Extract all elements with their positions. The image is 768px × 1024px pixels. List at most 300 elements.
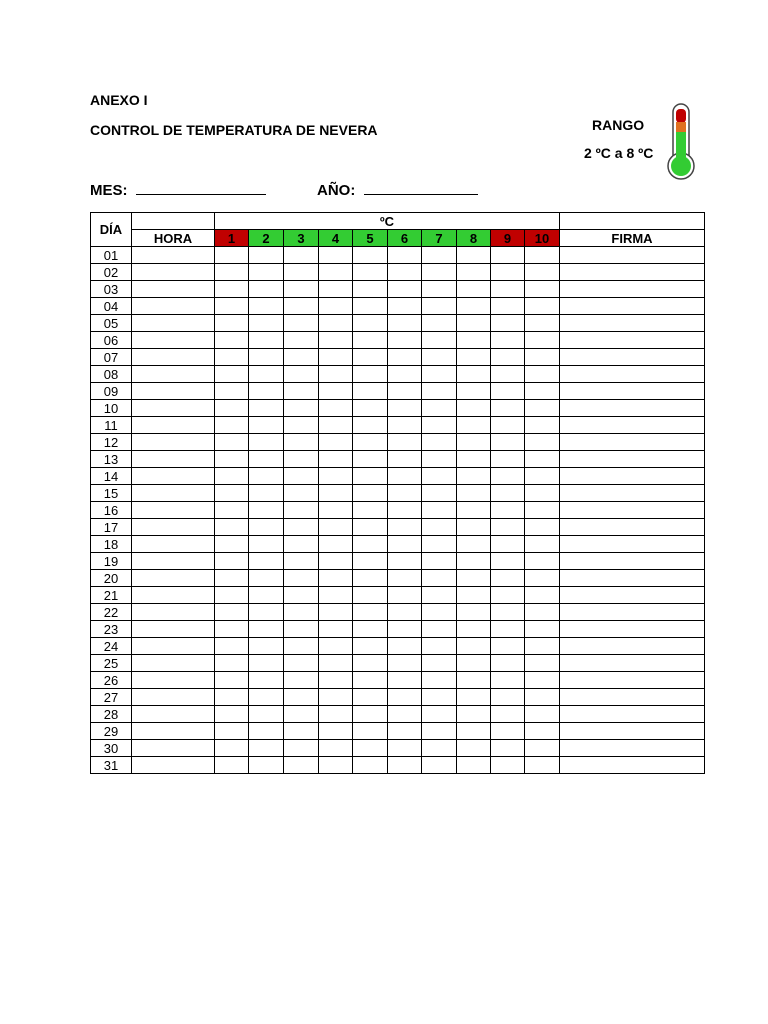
signature-cell[interactable] [560,706,705,723]
temperature-cell[interactable] [422,434,457,451]
temperature-cell[interactable] [319,366,353,383]
temperature-cell[interactable] [491,383,525,400]
temperature-cell[interactable] [215,417,249,434]
temperature-cell[interactable] [491,315,525,332]
month-input-line[interactable] [136,182,266,195]
temperature-cell[interactable] [422,672,457,689]
temperature-cell[interactable] [525,264,560,281]
temperature-cell[interactable] [388,706,422,723]
temperature-cell[interactable] [215,706,249,723]
temperature-cell[interactable] [422,332,457,349]
signature-cell[interactable] [560,434,705,451]
temperature-cell[interactable] [353,247,388,264]
temperature-cell[interactable] [491,468,525,485]
temperature-cell[interactable] [422,553,457,570]
temperature-cell[interactable] [491,587,525,604]
temperature-cell[interactable] [284,706,319,723]
signature-cell[interactable] [560,689,705,706]
hour-cell[interactable] [132,621,215,638]
temperature-cell[interactable] [525,570,560,587]
temperature-cell[interactable] [249,638,284,655]
temperature-cell[interactable] [422,604,457,621]
temperature-cell[interactable] [457,417,491,434]
signature-cell[interactable] [560,332,705,349]
temperature-cell[interactable] [284,468,319,485]
temperature-cell[interactable] [422,689,457,706]
temperature-cell[interactable] [353,604,388,621]
temperature-cell[interactable] [457,706,491,723]
temperature-cell[interactable] [353,349,388,366]
temperature-cell[interactable] [422,536,457,553]
temperature-cell[interactable] [353,519,388,536]
temperature-cell[interactable] [284,553,319,570]
temperature-cell[interactable] [353,570,388,587]
temperature-cell[interactable] [388,672,422,689]
temperature-cell[interactable] [249,264,284,281]
temperature-cell[interactable] [457,247,491,264]
temperature-cell[interactable] [319,519,353,536]
temperature-cell[interactable] [319,740,353,757]
hour-cell[interactable] [132,383,215,400]
temperature-cell[interactable] [457,740,491,757]
hour-cell[interactable] [132,638,215,655]
temperature-cell[interactable] [422,468,457,485]
temperature-cell[interactable] [319,655,353,672]
signature-cell[interactable] [560,468,705,485]
temperature-cell[interactable] [249,502,284,519]
temperature-cell[interactable] [422,298,457,315]
signature-cell[interactable] [560,519,705,536]
hour-cell[interactable] [132,451,215,468]
temperature-cell[interactable] [319,672,353,689]
temperature-cell[interactable] [249,332,284,349]
temperature-cell[interactable] [525,655,560,672]
temperature-cell[interactable] [525,638,560,655]
temperature-cell[interactable] [319,315,353,332]
temperature-cell[interactable] [491,536,525,553]
temperature-cell[interactable] [353,366,388,383]
temperature-cell[interactable] [284,757,319,774]
temperature-cell[interactable] [457,672,491,689]
temperature-cell[interactable] [284,366,319,383]
hour-cell[interactable] [132,298,215,315]
temperature-cell[interactable] [284,400,319,417]
temperature-cell[interactable] [422,655,457,672]
hour-cell[interactable] [132,757,215,774]
temperature-cell[interactable] [457,434,491,451]
temperature-cell[interactable] [491,417,525,434]
temperature-cell[interactable] [353,638,388,655]
temperature-cell[interactable] [319,706,353,723]
temperature-cell[interactable] [388,332,422,349]
temperature-cell[interactable] [284,349,319,366]
temperature-cell[interactable] [525,298,560,315]
signature-cell[interactable] [560,536,705,553]
hour-cell[interactable] [132,264,215,281]
hour-cell[interactable] [132,519,215,536]
temperature-cell[interactable] [215,383,249,400]
signature-cell[interactable] [560,247,705,264]
temperature-cell[interactable] [284,740,319,757]
temperature-cell[interactable] [319,451,353,468]
temperature-cell[interactable] [525,332,560,349]
temperature-cell[interactable] [422,315,457,332]
temperature-cell[interactable] [249,417,284,434]
temperature-cell[interactable] [388,723,422,740]
temperature-cell[interactable] [457,604,491,621]
signature-cell[interactable] [560,604,705,621]
temperature-cell[interactable] [215,349,249,366]
temperature-cell[interactable] [388,621,422,638]
temperature-cell[interactable] [388,519,422,536]
hour-cell[interactable] [132,723,215,740]
hour-cell[interactable] [132,400,215,417]
temperature-cell[interactable] [457,638,491,655]
hour-cell[interactable] [132,655,215,672]
hour-cell[interactable] [132,434,215,451]
signature-cell[interactable] [560,757,705,774]
hour-cell[interactable] [132,485,215,502]
temperature-cell[interactable] [284,689,319,706]
temperature-cell[interactable] [284,281,319,298]
temperature-cell[interactable] [525,536,560,553]
temperature-cell[interactable] [353,468,388,485]
temperature-cell[interactable] [249,553,284,570]
signature-cell[interactable] [560,587,705,604]
temperature-cell[interactable] [319,298,353,315]
temperature-cell[interactable] [388,485,422,502]
temperature-cell[interactable] [457,536,491,553]
temperature-cell[interactable] [215,638,249,655]
temperature-cell[interactable] [353,434,388,451]
temperature-cell[interactable] [422,485,457,502]
temperature-cell[interactable] [353,655,388,672]
temperature-cell[interactable] [422,740,457,757]
temperature-cell[interactable] [491,723,525,740]
temperature-cell[interactable] [319,247,353,264]
temperature-cell[interactable] [353,689,388,706]
temperature-cell[interactable] [319,604,353,621]
temperature-cell[interactable] [525,400,560,417]
signature-cell[interactable] [560,740,705,757]
temperature-cell[interactable] [457,468,491,485]
temperature-cell[interactable] [249,621,284,638]
signature-cell[interactable] [560,366,705,383]
signature-cell[interactable] [560,417,705,434]
temperature-cell[interactable] [284,723,319,740]
temperature-cell[interactable] [249,587,284,604]
hour-cell[interactable] [132,502,215,519]
temperature-cell[interactable] [491,553,525,570]
hour-cell[interactable] [132,570,215,587]
temperature-cell[interactable] [249,281,284,298]
temperature-cell[interactable] [284,264,319,281]
signature-cell[interactable] [560,553,705,570]
temperature-cell[interactable] [353,264,388,281]
temperature-cell[interactable] [491,264,525,281]
temperature-cell[interactable] [284,417,319,434]
temperature-cell[interactable] [491,740,525,757]
temperature-cell[interactable] [422,723,457,740]
temperature-cell[interactable] [457,655,491,672]
temperature-cell[interactable] [525,383,560,400]
temperature-cell[interactable] [215,400,249,417]
temperature-cell[interactable] [422,281,457,298]
temperature-cell[interactable] [525,468,560,485]
temperature-cell[interactable] [388,655,422,672]
temperature-cell[interactable] [525,757,560,774]
temperature-cell[interactable] [215,519,249,536]
temperature-cell[interactable] [388,298,422,315]
temperature-cell[interactable] [215,757,249,774]
temperature-cell[interactable] [215,315,249,332]
temperature-cell[interactable] [215,604,249,621]
temperature-cell[interactable] [388,757,422,774]
temperature-cell[interactable] [525,672,560,689]
temperature-cell[interactable] [388,417,422,434]
temperature-cell[interactable] [388,638,422,655]
temperature-cell[interactable] [249,298,284,315]
temperature-cell[interactable] [319,638,353,655]
temperature-cell[interactable] [491,672,525,689]
temperature-cell[interactable] [215,468,249,485]
temperature-cell[interactable] [353,740,388,757]
hour-cell[interactable] [132,706,215,723]
temperature-cell[interactable] [353,723,388,740]
temperature-cell[interactable] [319,485,353,502]
signature-cell[interactable] [560,621,705,638]
temperature-cell[interactable] [249,247,284,264]
temperature-cell[interactable] [388,315,422,332]
temperature-cell[interactable] [491,400,525,417]
signature-cell[interactable] [560,502,705,519]
temperature-cell[interactable] [353,706,388,723]
temperature-cell[interactable] [215,451,249,468]
temperature-cell[interactable] [284,672,319,689]
temperature-cell[interactable] [422,417,457,434]
temperature-cell[interactable] [353,621,388,638]
temperature-cell[interactable] [284,332,319,349]
temperature-cell[interactable] [491,757,525,774]
temperature-cell[interactable] [388,536,422,553]
temperature-cell[interactable] [249,723,284,740]
temperature-cell[interactable] [525,723,560,740]
temperature-cell[interactable] [319,400,353,417]
temperature-cell[interactable] [249,519,284,536]
temperature-cell[interactable] [353,672,388,689]
temperature-cell[interactable] [319,417,353,434]
temperature-cell[interactable] [457,553,491,570]
temperature-cell[interactable] [353,281,388,298]
year-input-line[interactable] [364,182,478,195]
temperature-cell[interactable] [284,434,319,451]
temperature-cell[interactable] [284,502,319,519]
temperature-cell[interactable] [525,349,560,366]
temperature-cell[interactable] [284,247,319,264]
temperature-cell[interactable] [215,570,249,587]
temperature-cell[interactable] [422,247,457,264]
temperature-cell[interactable] [491,570,525,587]
hour-cell[interactable] [132,672,215,689]
temperature-cell[interactable] [249,672,284,689]
temperature-cell[interactable] [457,757,491,774]
temperature-cell[interactable] [525,434,560,451]
temperature-cell[interactable] [388,689,422,706]
temperature-cell[interactable] [319,434,353,451]
hour-cell[interactable] [132,332,215,349]
temperature-cell[interactable] [457,264,491,281]
temperature-cell[interactable] [319,349,353,366]
temperature-cell[interactable] [422,451,457,468]
temperature-cell[interactable] [491,706,525,723]
temperature-cell[interactable] [249,706,284,723]
temperature-cell[interactable] [491,621,525,638]
temperature-cell[interactable] [491,332,525,349]
temperature-cell[interactable] [215,281,249,298]
signature-cell[interactable] [560,485,705,502]
temperature-cell[interactable] [249,536,284,553]
hour-cell[interactable] [132,315,215,332]
temperature-cell[interactable] [284,604,319,621]
temperature-cell[interactable] [457,315,491,332]
temperature-cell[interactable] [491,349,525,366]
temperature-cell[interactable] [284,638,319,655]
temperature-cell[interactable] [457,689,491,706]
temperature-cell[interactable] [457,366,491,383]
temperature-cell[interactable] [491,604,525,621]
signature-cell[interactable] [560,672,705,689]
temperature-cell[interactable] [284,383,319,400]
temperature-cell[interactable] [215,621,249,638]
signature-cell[interactable] [560,400,705,417]
temperature-cell[interactable] [525,485,560,502]
temperature-cell[interactable] [525,451,560,468]
temperature-cell[interactable] [249,468,284,485]
temperature-cell[interactable] [215,332,249,349]
temperature-cell[interactable] [457,587,491,604]
temperature-cell[interactable] [388,383,422,400]
temperature-cell[interactable] [525,366,560,383]
temperature-cell[interactable] [388,587,422,604]
temperature-cell[interactable] [491,451,525,468]
temperature-cell[interactable] [422,638,457,655]
temperature-cell[interactable] [249,383,284,400]
signature-cell[interactable] [560,723,705,740]
temperature-cell[interactable] [249,315,284,332]
hour-cell[interactable] [132,536,215,553]
temperature-cell[interactable] [525,706,560,723]
hour-cell[interactable] [132,553,215,570]
temperature-cell[interactable] [319,332,353,349]
temperature-cell[interactable] [388,502,422,519]
temperature-cell[interactable] [249,366,284,383]
temperature-cell[interactable] [215,434,249,451]
temperature-cell[interactable] [388,740,422,757]
temperature-cell[interactable] [353,536,388,553]
temperature-cell[interactable] [249,349,284,366]
temperature-cell[interactable] [249,434,284,451]
signature-cell[interactable] [560,638,705,655]
temperature-cell[interactable] [319,468,353,485]
temperature-cell[interactable] [525,621,560,638]
temperature-cell[interactable] [319,281,353,298]
temperature-cell[interactable] [353,400,388,417]
temperature-cell[interactable] [353,332,388,349]
temperature-cell[interactable] [491,281,525,298]
temperature-cell[interactable] [353,315,388,332]
temperature-cell[interactable] [284,536,319,553]
signature-cell[interactable] [560,383,705,400]
temperature-cell[interactable] [388,604,422,621]
temperature-cell[interactable] [319,553,353,570]
temperature-cell[interactable] [422,519,457,536]
temperature-cell[interactable] [388,468,422,485]
temperature-cell[interactable] [422,570,457,587]
hour-cell[interactable] [132,247,215,264]
temperature-cell[interactable] [284,519,319,536]
temperature-cell[interactable] [388,451,422,468]
hour-cell[interactable] [132,689,215,706]
temperature-cell[interactable] [249,757,284,774]
temperature-cell[interactable] [319,723,353,740]
temperature-cell[interactable] [284,655,319,672]
temperature-cell[interactable] [422,264,457,281]
temperature-cell[interactable] [215,485,249,502]
temperature-cell[interactable] [215,553,249,570]
hour-cell[interactable] [132,740,215,757]
hour-cell[interactable] [132,366,215,383]
temperature-cell[interactable] [284,298,319,315]
temperature-cell[interactable] [422,502,457,519]
temperature-cell[interactable] [319,502,353,519]
temperature-cell[interactable] [284,315,319,332]
temperature-cell[interactable] [215,672,249,689]
temperature-cell[interactable] [388,281,422,298]
temperature-cell[interactable] [491,298,525,315]
temperature-cell[interactable] [215,298,249,315]
temperature-cell[interactable] [353,485,388,502]
hour-cell[interactable] [132,349,215,366]
temperature-cell[interactable] [284,570,319,587]
temperature-cell[interactable] [525,247,560,264]
temperature-cell[interactable] [353,553,388,570]
temperature-cell[interactable] [457,570,491,587]
temperature-cell[interactable] [491,502,525,519]
temperature-cell[interactable] [284,587,319,604]
temperature-cell[interactable] [249,451,284,468]
temperature-cell[interactable] [525,502,560,519]
temperature-cell[interactable] [319,587,353,604]
temperature-cell[interactable] [422,383,457,400]
signature-cell[interactable] [560,298,705,315]
temperature-cell[interactable] [249,570,284,587]
temperature-cell[interactable] [353,757,388,774]
temperature-cell[interactable] [457,400,491,417]
temperature-cell[interactable] [319,536,353,553]
temperature-cell[interactable] [457,383,491,400]
signature-cell[interactable] [560,349,705,366]
temperature-cell[interactable] [525,740,560,757]
temperature-cell[interactable] [284,485,319,502]
temperature-cell[interactable] [422,587,457,604]
temperature-cell[interactable] [491,638,525,655]
temperature-cell[interactable] [388,247,422,264]
temperature-cell[interactable] [457,723,491,740]
temperature-cell[interactable] [388,349,422,366]
temperature-cell[interactable] [491,655,525,672]
temperature-cell[interactable] [353,417,388,434]
temperature-cell[interactable] [284,451,319,468]
